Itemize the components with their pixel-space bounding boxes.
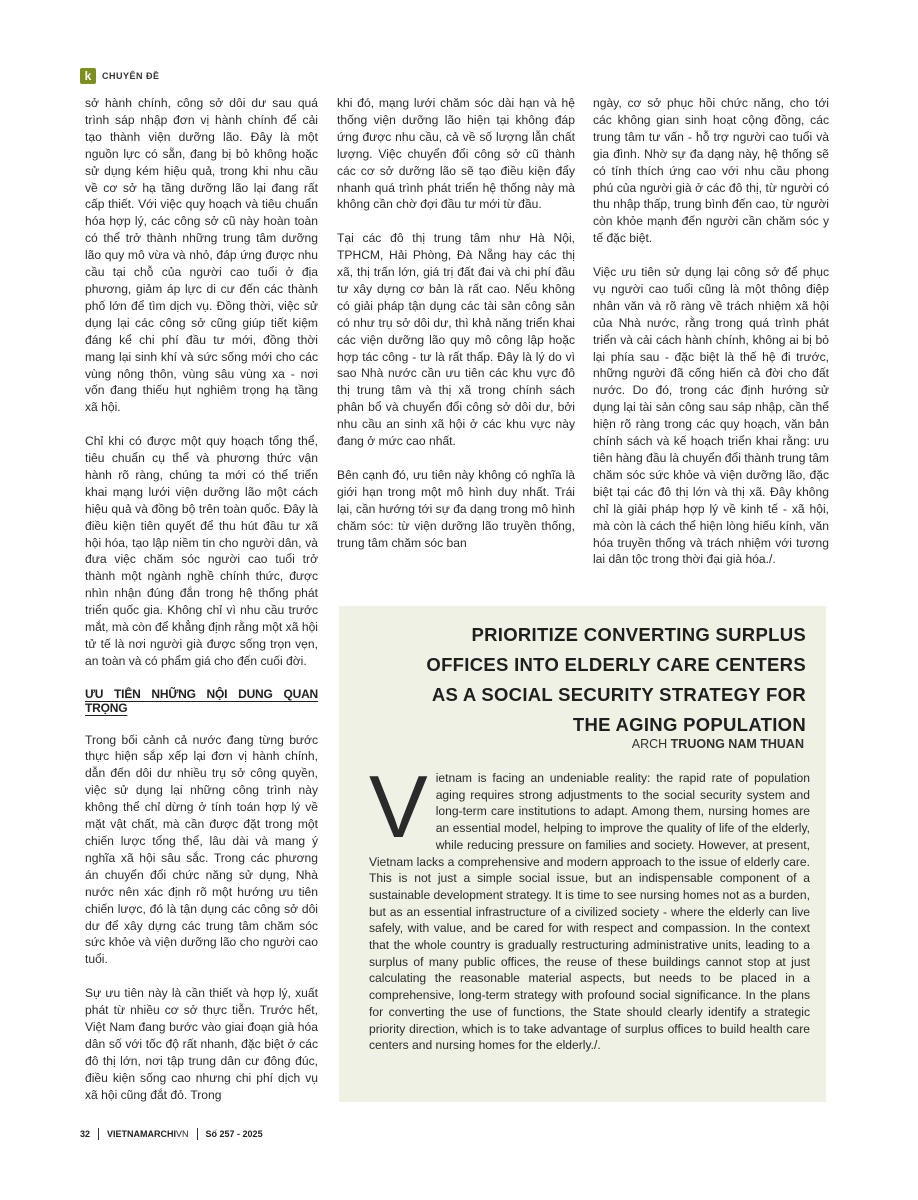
page-header: [80, 66, 160, 86]
paragraph: sở hành chính, công sở dôi dư sau quá trình sáp nhập đơn vị hành chính để cải tạo thành viện dưỡng lão. Đây là một nguồn lực có sẵn, đang bị bỏ không hoặc sử dụng kém hiệu quả, trong khi nhu cầu về cơ sở hạ tầng dưỡng lão lại đang rất cấp thiết. Với việc quy hoạch và tiêu chuẩn hóa hợp lý, các công sở cũ này hoàn toàn có thể trở thành những trung tâm dưỡng lão quy mô vừa và nhỏ, đáp ứng được nhu cầu tại chỗ của người cao tuổi ở địa phương, giảm áp lực di cư đến các thành phố lớn để tìm dịch vụ. Đồng thời, việc sử dụng lại các công sở cũng giúp tiết kiệm đáng kể chi phí đầu tư mới, đồng thời mang lại sinh khí và sức sống mới cho các vùng nông thôn, vùng sâu vùng xa - nơi vốn đang thiếu hụt nghiêm trọng hạ tầng xã hội.: [85, 96, 318, 415]
english-author: [632, 737, 804, 751]
subheading: ƯU TIÊN NHỮNG NỘI DUNG QUAN TRỌNG: [85, 686, 318, 715]
author-name: TRUONG NAM THUAN: [670, 737, 804, 751]
paragraph: ngày, cơ sở phục hồi chức năng, cho tới các không gian sinh hoạt cộng đồng, các trung tâm tư vấn - hỗ trợ người cao tuổi và gia đình. Nhờ sự đa dạng này, hệ thống sẽ có tính thích ứng cao với nhu cầu phong phú của người già ở các đô thị, từ người có thu nhập thấp, trung bình đến cao, từ người còn khỏe mạnh đến người cần chăm sóc y tế đặc biệt.: [593, 96, 829, 246]
english-body-text: ietnam is facing an undeniable reality: the rapid rate of population aging requires strong adjustments to the social security system and long-term care institutions to adapt. Among them, nursing homes are an essential model, helping to improve the quality of life of the elderly, while reducing pressure on families and society. However, at present, Vietnam lacks a comprehensive and modern approach to the issue of elderly care. This is not just a simple social issue, but an indispensable component of a sustainable development strategy. It is time to see nursing homes not as a burden, but as an essential infrastructure of a civilized society - where the elderly can live safely, with value, and be cared for with respect and compassion. In the context that the whole country is gradually restructuring administrative units, leading to a surplus of many public offices, the reuse of these buildings cannot stop at just calculating the reasonable material aspects, but needs to be placed in a comprehensive, long-term strategy with profound social significance. In the plans for converting the use of functions, the State should clearly identify a strategic priority direction, which is to take advantage of surplus offices to build health care centers and nursing homes for the elderly./.: [369, 771, 810, 1053]
english-body: [369, 757, 810, 1054]
page-number: 32: [80, 1129, 91, 1139]
paragraph: khi đó, mạng lưới chăm sóc dài hạn và hệ thống viện dưỡng lão hiện tại không đáp ứng được nhu cầu, cả về số lượng lẫn chất lượng. Việc chuyển đổi công sở cũ thành các cơ sở dưỡng lão sẽ tạo điều kiện đẩy nhanh quá trình phát triển hệ thống này mà không cần chờ đợi đầu tư mới từ đầu.: [337, 96, 575, 212]
paragraph: Việc ưu tiên sử dụng lại công sở để phục vụ người cao tuổi cũng là một thông điệp nhân văn và rõ ràng về trách nhiệm xã hội của Nhà nước, rằng trong quá trình phát triển và cải cách hành chính, không ai bị bỏ lại phía sau - đặc biệt là thế hệ đi trước, những người đã cống hiến cả đời cho đất nước. Do đó, trong các định hướng sử dụng lại tài sản công sau sáp nhập, cần thể hiện rõ ràng trong các quy hoạch, văn bản chính sách và kế hoạch triển khai rằng: ưu tiên hàng đầu là chuyển đổi thành trung tâm chăm sóc sức khỏe và viện dưỡng lão, đặc biệt tại các đô thị lớn và thị xã. Đây không chỉ là giải pháp hợp lý về kinh tế - xã hội, mà còn là cách thể hiện lòng hiếu kính, văn hóa truyền thống và trách nhiệm với tương lai dân tộc trong thời đại già hóa./.: [593, 265, 829, 567]
paragraph: Sự ưu tiên này là cần thiết và hợp lý, xuất phát từ nhiều cơ sở thực tiễn. Trước hết, Việt Nam đang bước vào giai đoạn già hóa dân số với tốc độ rất nhanh, đặc biệt ở các đô thị lớn, nơi tập trung dân cư đông đúc, điều kiện sống cao nhưng chi phí dịch vụ xã hội cũng đắt đỏ. Trong: [85, 986, 318, 1102]
paragraph: Trong bối cảnh cả nước đang từng bước thực hiện sắp xếp lại đơn vị hành chính, dẫn đến dôi dư nhiều trụ sở công quyền, việc sử dụng lại những công trình này không thể chỉ dừng ở tính toán hợp lý về mặt vật chất, mà cần được đặt trong một chiến lược tổng thể, lâu dài và mang ý nghĩa xã hội sâu sắc. Trong các phương án chuyển đổi chức năng sử dụng, Nhà nước nên xác định rõ một hướng ưu tiên chiến lược, đó là tận dụng các công sở dôi dư để xây dựng các trung tâm chăm sóc sức khỏe và viện dưỡng lão cho người cao tuổi.: [85, 732, 318, 967]
paragraph: Tại các đô thị trung tâm như Hà Nội, TPHCM, Hải Phòng, Đà Nẵng hay các thị xã, thị trấn lớn, giá trị đất đai và chi phí đầu tư xây dựng cơ bản là rất cao. Nếu không có giải pháp tận dụng các tài sản công sản có như trụ sở dôi dư, thì khả năng triển khai các viện dưỡng lão quy mô công lập hoặc hợp tác công - tư là rất thấp. Đây là lý do vì sao Nhà nước cần ưu tiên các khu vực đô thị trung tâm và thị xã trong chính sách phân bổ và chuyển đổi công sở dôi dư, bởi nhu cầu an sinh xã hội ở các khu vực này đang ở mức cao nhất.: [337, 231, 575, 449]
page-footer: [80, 1128, 263, 1140]
footer-divider: [98, 1128, 99, 1140]
english-title-line: PRIORITIZE CONVERTING SURPLUS: [471, 624, 806, 645]
english-title-line: OFFICES INTO ELDERLY CARE CENTERS: [426, 654, 806, 675]
magazine-logo-icon: k: [80, 68, 96, 84]
author-prefix: ARCH: [631, 737, 668, 751]
magazine-name-light: VN: [176, 1129, 189, 1139]
english-summary-box: [339, 606, 826, 1102]
section-label: CHUYÊN ĐỀ: [102, 71, 160, 81]
column-2: [337, 95, 575, 551]
column-3: [593, 95, 829, 568]
column-1: [85, 95, 318, 1104]
english-title-line: THE AGING POPULATION: [572, 714, 806, 735]
paragraph: Bên cạnh đó, ưu tiên này không có nghĩa là giới hạn trong một mô hình duy nhất. Trái lại, cần hướng tới sự đa dạng trong mô hình chăm sóc: từ viện dưỡng lão truyền thống, trung tâm chăm sóc ban: [337, 467, 575, 550]
magazine-name: [107, 1129, 189, 1139]
magazine-name-bold: VIETNAMARCHI: [107, 1129, 177, 1139]
footer-divider: [197, 1128, 198, 1140]
english-title-line: AS A SOCIAL SECURITY STRATEGY FOR: [431, 684, 806, 705]
paragraph: Chỉ khi có được một quy hoạch tổng thể, tiêu chuẩn cụ thể và phương thức vận hành rõ ràng, chúng ta mới có thể triển khai mạng lưới viện dưỡng lão một cách hiệu quả và đồng bộ trên toàn quốc. Đây là điều kiện tiên quyết để thu hút đầu tư xã hội hóa, tạo lập niềm tin cho người dân, và đưa việc chăm sóc người cao tuổi trở thành một ngành nghề chính thức, được nhìn nhận đúng đắn trong hệ thống phát triển quốc gia. Không chỉ vì nhu cầu trước mắt, mà còn để khẳng định rằng một xã hội tử tế là nơi người già được sống trọn vẹn, an toàn và có phẩm giá cho đến cuối đời.: [85, 434, 318, 668]
english-title: [346, 620, 806, 740]
issue-number: Số 257 - 2025: [205, 1129, 263, 1139]
drop-cap: V: [369, 757, 428, 856]
